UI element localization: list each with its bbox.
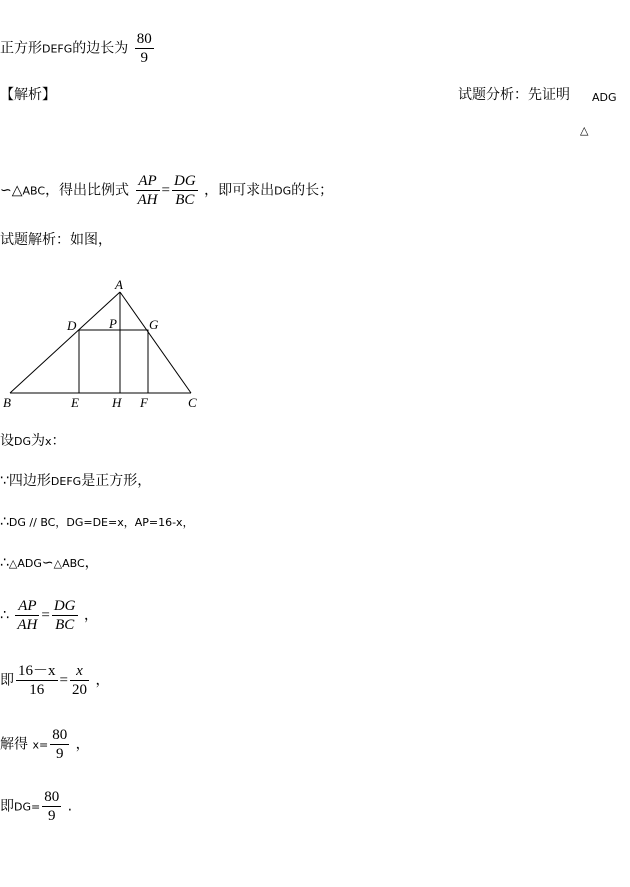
triangle-abc: ABC: [22, 184, 46, 198]
solution-heading: 试题解析：如图，: [0, 232, 112, 248]
ratio-frac-2: [172, 172, 198, 209]
analysis-heading: 【解析】: [0, 87, 56, 103]
answer-square-name: DEFG: [42, 42, 73, 56]
side-ac: [120, 292, 191, 393]
step-1: [0, 432, 66, 451]
step-4: [0, 554, 99, 573]
ratio-frac-1-num: AP: [136, 172, 160, 191]
equals-sign: =: [161, 182, 170, 199]
analysis-continuation: [0, 172, 333, 209]
answer-mid: 的边长为: [72, 40, 129, 57]
ratio-frac-1-den: AH: [137, 192, 158, 208]
step-5-end: ，: [83, 607, 98, 624]
step-1-d: x: [45, 435, 52, 448]
sim-symbol: ∽: [41, 555, 54, 571]
step-5-frac-1-num: AP: [15, 597, 39, 616]
geometry-figure: [0, 275, 210, 415]
answer-prefix: 正方形: [0, 40, 42, 57]
step-8-frac: [42, 788, 61, 825]
label-p: P: [109, 316, 117, 331]
step-7-frac-den: 9: [55, 746, 64, 762]
step-6-end: ，: [95, 672, 110, 689]
answer-fraction: [135, 30, 154, 67]
step-7-frac-num: 80: [52, 727, 68, 743]
step-6-frac-2: [70, 662, 89, 699]
tail-seg: DG: [274, 184, 292, 198]
step-7-var: x=: [32, 738, 49, 752]
analysis-label: 试题分析：先证明: [458, 87, 570, 103]
tail-text-a: ，即可求出: [204, 182, 275, 199]
because-symbol: ∵: [0, 473, 9, 489]
ratio-frac-2-num: DG: [173, 173, 196, 189]
therefore-symbol: ∴: [0, 555, 9, 571]
step-1-b: DG: [14, 435, 31, 448]
answer-frac-num: 80: [136, 31, 152, 47]
step-6-frac-2-num: x: [70, 662, 89, 681]
triangle-adg: △ADG: [8, 557, 42, 570]
step-7: [0, 726, 90, 763]
step-2-a: 四边形: [8, 473, 51, 489]
step-6-frac-1-num: 16－x: [18, 663, 56, 679]
step-7-pre: 解得: [0, 736, 28, 753]
step-2: [0, 472, 151, 491]
step-5-frac-1-den: AH: [17, 617, 38, 633]
step-5: [0, 597, 98, 634]
step-2-b: DEFG: [50, 475, 82, 488]
tail-text-b: 的长；: [291, 182, 334, 199]
step-8-seg: DG=: [14, 800, 41, 814]
ratio-text: ，得出比例式: [45, 182, 130, 199]
sim-symbol: ∽△: [0, 182, 23, 199]
answer-frac-den: 9: [140, 50, 148, 66]
step-8-pre: 即: [0, 798, 14, 815]
equals-sign: =: [59, 672, 68, 689]
triangle-abc: △ABC: [53, 557, 85, 570]
step-2-c: 是正方形，: [81, 473, 152, 489]
step-8-frac-den: 9: [47, 808, 56, 824]
step-6-pre: 即: [0, 672, 14, 689]
step-4-end: ，: [84, 555, 99, 571]
step-6-frac-1-den: 16: [29, 682, 45, 698]
step-5-frac-2-den: BC: [55, 617, 75, 633]
step-5-frac-2: [52, 597, 78, 634]
step-6: [0, 662, 109, 699]
label-b: B: [3, 395, 11, 410]
therefore-symbol: ∴: [0, 514, 9, 530]
equals-sign: =: [41, 607, 50, 624]
step-7-end: ，: [75, 736, 90, 753]
step-6-frac-2-den: 20: [71, 682, 87, 698]
step-1-a: 设: [0, 433, 14, 449]
step-5-frac-2-num: DG: [53, 598, 76, 614]
square-defg: [79, 330, 148, 393]
step-8-end: .: [67, 798, 73, 815]
label-h: H: [112, 395, 122, 410]
step-7-frac: [50, 726, 69, 763]
step-3-text: DG // BC，DG=DE=x，AP=16-x，: [8, 516, 194, 529]
analysis-triangle-symbol: △: [580, 124, 589, 137]
step-6-frac-1: [16, 662, 58, 699]
step-1-e: ：: [51, 433, 66, 449]
label-d: D: [67, 318, 77, 333]
step-3: [0, 513, 194, 532]
label-e: E: [71, 395, 79, 410]
label-f: F: [140, 395, 148, 410]
label-c: C: [188, 395, 197, 410]
step-1-c: 为: [31, 433, 45, 449]
ratio-frac-2-den: BC: [175, 192, 195, 208]
step-5-frac-1: [15, 597, 39, 634]
answer-line: [0, 30, 156, 67]
therefore-symbol: ∴: [0, 607, 9, 624]
side-ab: [10, 292, 120, 393]
step-8-frac-num: 80: [44, 789, 60, 805]
label-g: G: [149, 317, 159, 332]
step-8: [0, 788, 72, 825]
analysis-intro: [458, 86, 570, 104]
label-a: A: [115, 277, 123, 292]
analysis-triangle-name: ADG: [592, 91, 617, 104]
ratio-frac-1: [136, 172, 160, 209]
